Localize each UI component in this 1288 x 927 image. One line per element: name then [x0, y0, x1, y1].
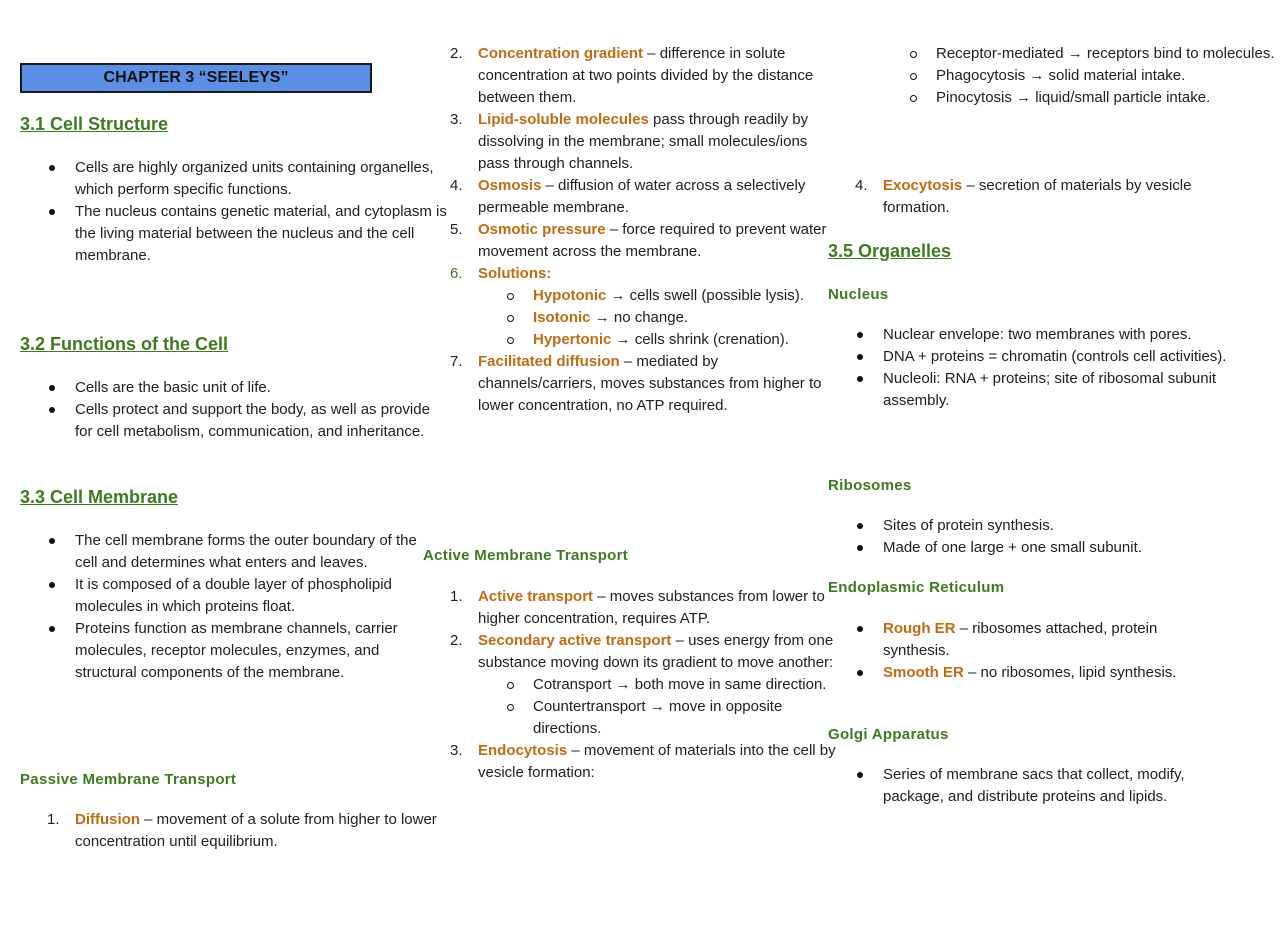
list-item: 4. Exocytosis – secretion of materials by vesicle formation.	[855, 177, 1192, 216]
list-item: Sites of protein synthesis.	[883, 515, 1243, 537]
list-item: It is composed of a double layer of phospholipid molecules in which proteins float.	[75, 574, 435, 618]
list-item: 3. Endocytosis – movement of materials into the cell by vesicle formation:	[450, 742, 836, 781]
heading-3-5: 3.5 Organelles	[828, 241, 952, 261]
heading-nucleus: Nucleus	[828, 286, 889, 303]
list-item: The cell membrane forms the outer boundary of the cell and determines what enters and leaves.	[75, 530, 435, 574]
list-item: DNA + proteins = chromatin (controls cell activities).	[883, 346, 1243, 368]
list-item: 7. Facilitated diffusion – mediated by channels/carriers, moves substances from higher to lower concentration, no ATP required.	[450, 353, 822, 414]
hollow-bullet-icon	[910, 95, 917, 102]
heading-er: Endoplasmic Reticulum	[828, 579, 1005, 596]
list-item: Cells are highly organized units containing organelles, which perform specific functions.	[75, 157, 447, 201]
passive-list-start	[20, 809, 447, 853]
golgi-list	[828, 764, 1243, 808]
chapter-title: CHAPTER 3 “SEELEYS”	[20, 63, 372, 93]
sub-item: Cotransport → both move in same direction.	[533, 674, 840, 696]
heading-3-2: 3.2 Functions of the Cell	[20, 334, 229, 354]
list-item: Rough ER – ribosomes attached, protein synthesis.	[883, 618, 1223, 662]
solutions-sublist	[478, 285, 840, 351]
passive-list-continued	[423, 43, 840, 417]
sub-item: Receptor-mediated → receptors bind to molecules.	[936, 43, 1288, 65]
list-item: Cells are the basic unit of life.	[75, 377, 447, 399]
heading-active-transport: Active Membrane Transport	[423, 547, 629, 564]
list-item: Nuclear envelope: two membranes with pores.	[883, 324, 1243, 346]
exocytosis-list	[828, 175, 1235, 219]
sub-item: Countertransport → move in opposite directions.	[533, 696, 840, 740]
sub-item: Phagocytosis → solid material intake.	[936, 65, 1288, 87]
list-3-3	[20, 530, 435, 684]
list-item: 3. Lipid-soluble molecules pass through readily by dissolving in the membrane; small molecules/ions pass through channels.	[450, 111, 809, 172]
list-item: Made of one large + one small subunit.	[883, 537, 1243, 559]
hollow-bullet-icon	[910, 73, 917, 80]
secondary-transport-sublist	[478, 674, 840, 740]
heading-golgi: Golgi Apparatus	[828, 726, 949, 743]
heading-3-3: 3.3 Cell Membrane	[20, 487, 179, 507]
list-item: 1. Active transport – moves substances from lower to higher concentration, requires ATP.	[450, 588, 825, 627]
list-item: 4. Osmosis – diffusion of water across a selectively permeable membrane.	[450, 177, 806, 216]
sub-item: Isotonic → no change.	[533, 307, 840, 329]
er-list	[828, 618, 1223, 684]
list-item: 6. Solutions: Hypotonic → cells swell (possible lysis). Isotonic → no change. Hypertonic → cells shrink (crenation).	[478, 263, 840, 351]
list-item: 1. Diffusion – movement of a solute from higher to lower concentration until equilibrium.	[47, 811, 437, 850]
list-item: 2. Secondary active transport – uses energy from one substance moving down its gradient to move another: Cotransport → both move in same direction. Countertransport → move in opposite directions.	[478, 630, 840, 740]
heading-3-1: 3.1 Cell Structure	[20, 114, 169, 134]
sub-item: Hypertonic → cells shrink (crenation).	[533, 329, 840, 351]
list-item: 5. Osmotic pressure – force required to prevent water movement across the membrane.	[450, 221, 827, 260]
list-3-2	[20, 377, 447, 443]
heading-ribosomes: Ribosomes	[828, 477, 912, 494]
list-3-1	[20, 157, 447, 267]
ribosomes-list	[828, 515, 1243, 559]
sub-item: Hypotonic → cells swell (possible lysis).	[533, 285, 840, 307]
hollow-bullet-icon	[910, 51, 917, 58]
list-item: 2. Concentration gradient – difference in solute concentration at two points divided by the distance between them.	[450, 45, 814, 106]
sub-item: Pinocytosis → liquid/small particle intake.	[936, 87, 1288, 109]
endocytosis-sublist	[828, 43, 1288, 109]
list-item: The nucleus contains genetic material, and cytoplasm is the living material between the nucleus and the cell membrane.	[75, 201, 447, 267]
heading-passive-transport: Passive Membrane Transport	[20, 771, 237, 788]
list-item: Smooth ER – no ribosomes, lipid synthesis.	[883, 662, 1223, 684]
list-item: Series of membrane sacs that collect, modify, package, and distribute proteins and lipids.	[883, 764, 1243, 808]
active-list	[423, 586, 840, 784]
list-item: Proteins function as membrane channels, carrier molecules, receptor molecules, enzymes, and structural components of the membrane.	[75, 618, 435, 684]
list-item: Cells protect and support the body, as well as provide for cell metabolism, communication, and inheritance.	[75, 399, 447, 443]
nucleus-list	[828, 324, 1243, 412]
list-item: Nucleoli: RNA + proteins; site of ribosomal subunit assembly.	[883, 368, 1243, 412]
